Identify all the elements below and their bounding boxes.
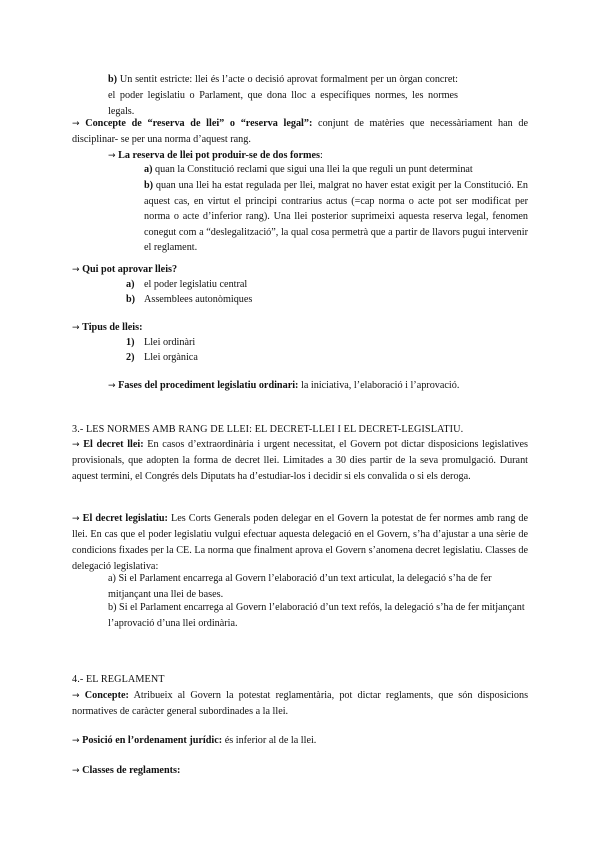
arrow-icon: → <box>72 691 80 701</box>
qui-item-a: a) el poder legislatiu central <box>126 279 248 290</box>
qui-item-b: b) Assemblees autonòmiques <box>126 294 253 305</box>
classes-paragraph: → Classes de reglaments: <box>72 765 181 776</box>
reserva-sub-paragraph: → La reserva de llei pot produir-se de dos formes: <box>108 150 323 161</box>
arrow-icon: → <box>72 514 80 524</box>
reserva-text: conjunt de matèries que necessàriament han de disciplinar- se per una norma d’aquest rang. <box>72 118 528 145</box>
tipus-item-2: 2) Llei orgànica <box>126 352 198 363</box>
reserva-sub-title: La reserva de llei pot produir-se de dos formes <box>118 150 320 161</box>
fases-paragraph: → Fases del procediment legislatiu ordinari: la iniciativa, l’elaboració i l’aprovació. <box>108 380 460 391</box>
arrow-icon: → <box>72 440 80 450</box>
reserva-item-b: b) quan una llei ha estat regulada per llei, malgrat no haver estat exigit per la Constitució. En aquest cas, en virtut el principi contrarius actus (=cap norma o acte pot ser modificat per norma o acte d’inferior rang). Una llei posterior suprimeixi aquesta reserva legal, fenomen conegut com a “deslegalització”, la qual cosa permetrà que a partir de llavors pugui intervenir el reglament. <box>144 180 528 253</box>
arrow-icon: → <box>108 151 116 161</box>
qui-heading: → Qui pot aprovar lleis? <box>72 264 178 275</box>
reserva-title: Concepte de “reserva de llei” o “reserva legal”: <box>85 118 313 129</box>
tipus-item-1: 1) Llei ordinàri <box>126 337 196 348</box>
arrow-icon: → <box>72 736 80 746</box>
arrow-icon: → <box>72 265 80 275</box>
delegacio-a: a) Si el Parlament encarrega al Govern l’elaboració d’un text articulat, la delegació s’ha de fer mitjançant una llei de bases. <box>108 573 492 600</box>
intro-b-label: b) <box>108 74 118 85</box>
decret-llei-paragraph: → El decret llei: En casos d’extraordinària i urgent necessitat, el Govern pot dictar disposicions legislatives provisionals, que adopten la forma de decret llei. Limitades a 30 dies partir de la seva promulgació. Durant aquest termini, el Congrés dels Diputats ha d’estudiar-los i decidir si els convalida o si els deroga. <box>72 439 528 482</box>
arrow-icon: → <box>72 766 80 776</box>
arrow-icon: → <box>108 381 116 391</box>
reserva-item-a: a) quan la Constitució reclami que sigui una llei la que reguli un punt determinat <box>144 164 473 175</box>
posicio-paragraph: → Posició en l’ordenament jurídic: és inferior al de la llei. <box>72 735 317 746</box>
intro-b-text: Un sentit estricte: llei és l’acte o decisió aprovat formalment per un òrgan concret: el poder legislatiu o Parlament, que dona lloc a específiques normes, les normes legals. <box>108 74 459 117</box>
arrow-icon: → <box>72 323 80 333</box>
delegacio-b: b) Si el Parlament encarrega al Govern l’elaboració d’un text refós, la delegació s’ha de fer mitjançant l’aprovació d’una llei ordinària. <box>108 602 525 629</box>
tipus-heading: → Tipus de lleis: <box>72 322 143 333</box>
section3-heading: 3.- LES NORMES AMB RANG DE LLEI: EL DECRET-LLEI I EL DECRET-LEGISLATIU. <box>72 424 464 435</box>
reserva-paragraph <box>72 116 528 148</box>
arrow-icon: → <box>72 119 80 129</box>
intro-b-paragraph <box>108 72 458 120</box>
concepte-paragraph: → Concepte: Atribueix al Govern la potestat reglamentària, pot dictar reglaments, que són disposicions normatives de caràcter general subordinades a la llei. <box>72 690 529 717</box>
decret-legislatiu-paragraph: → El decret legislatiu: Les Corts Generals poden delegar en el Govern la potestat de fer normes amb rang de llei. En cas que el poder legislatiu vulgui efectuar aquesta delegació en el Govern, s’ha d’ajustar a una sèrie de condicions fixades per la CE. La norma que finalment aprova el Govern s’anomena decret legislatiu. Classes de delegació legislativa: <box>72 513 529 572</box>
section4-heading: 4.- EL REGLAMENT <box>72 674 165 685</box>
